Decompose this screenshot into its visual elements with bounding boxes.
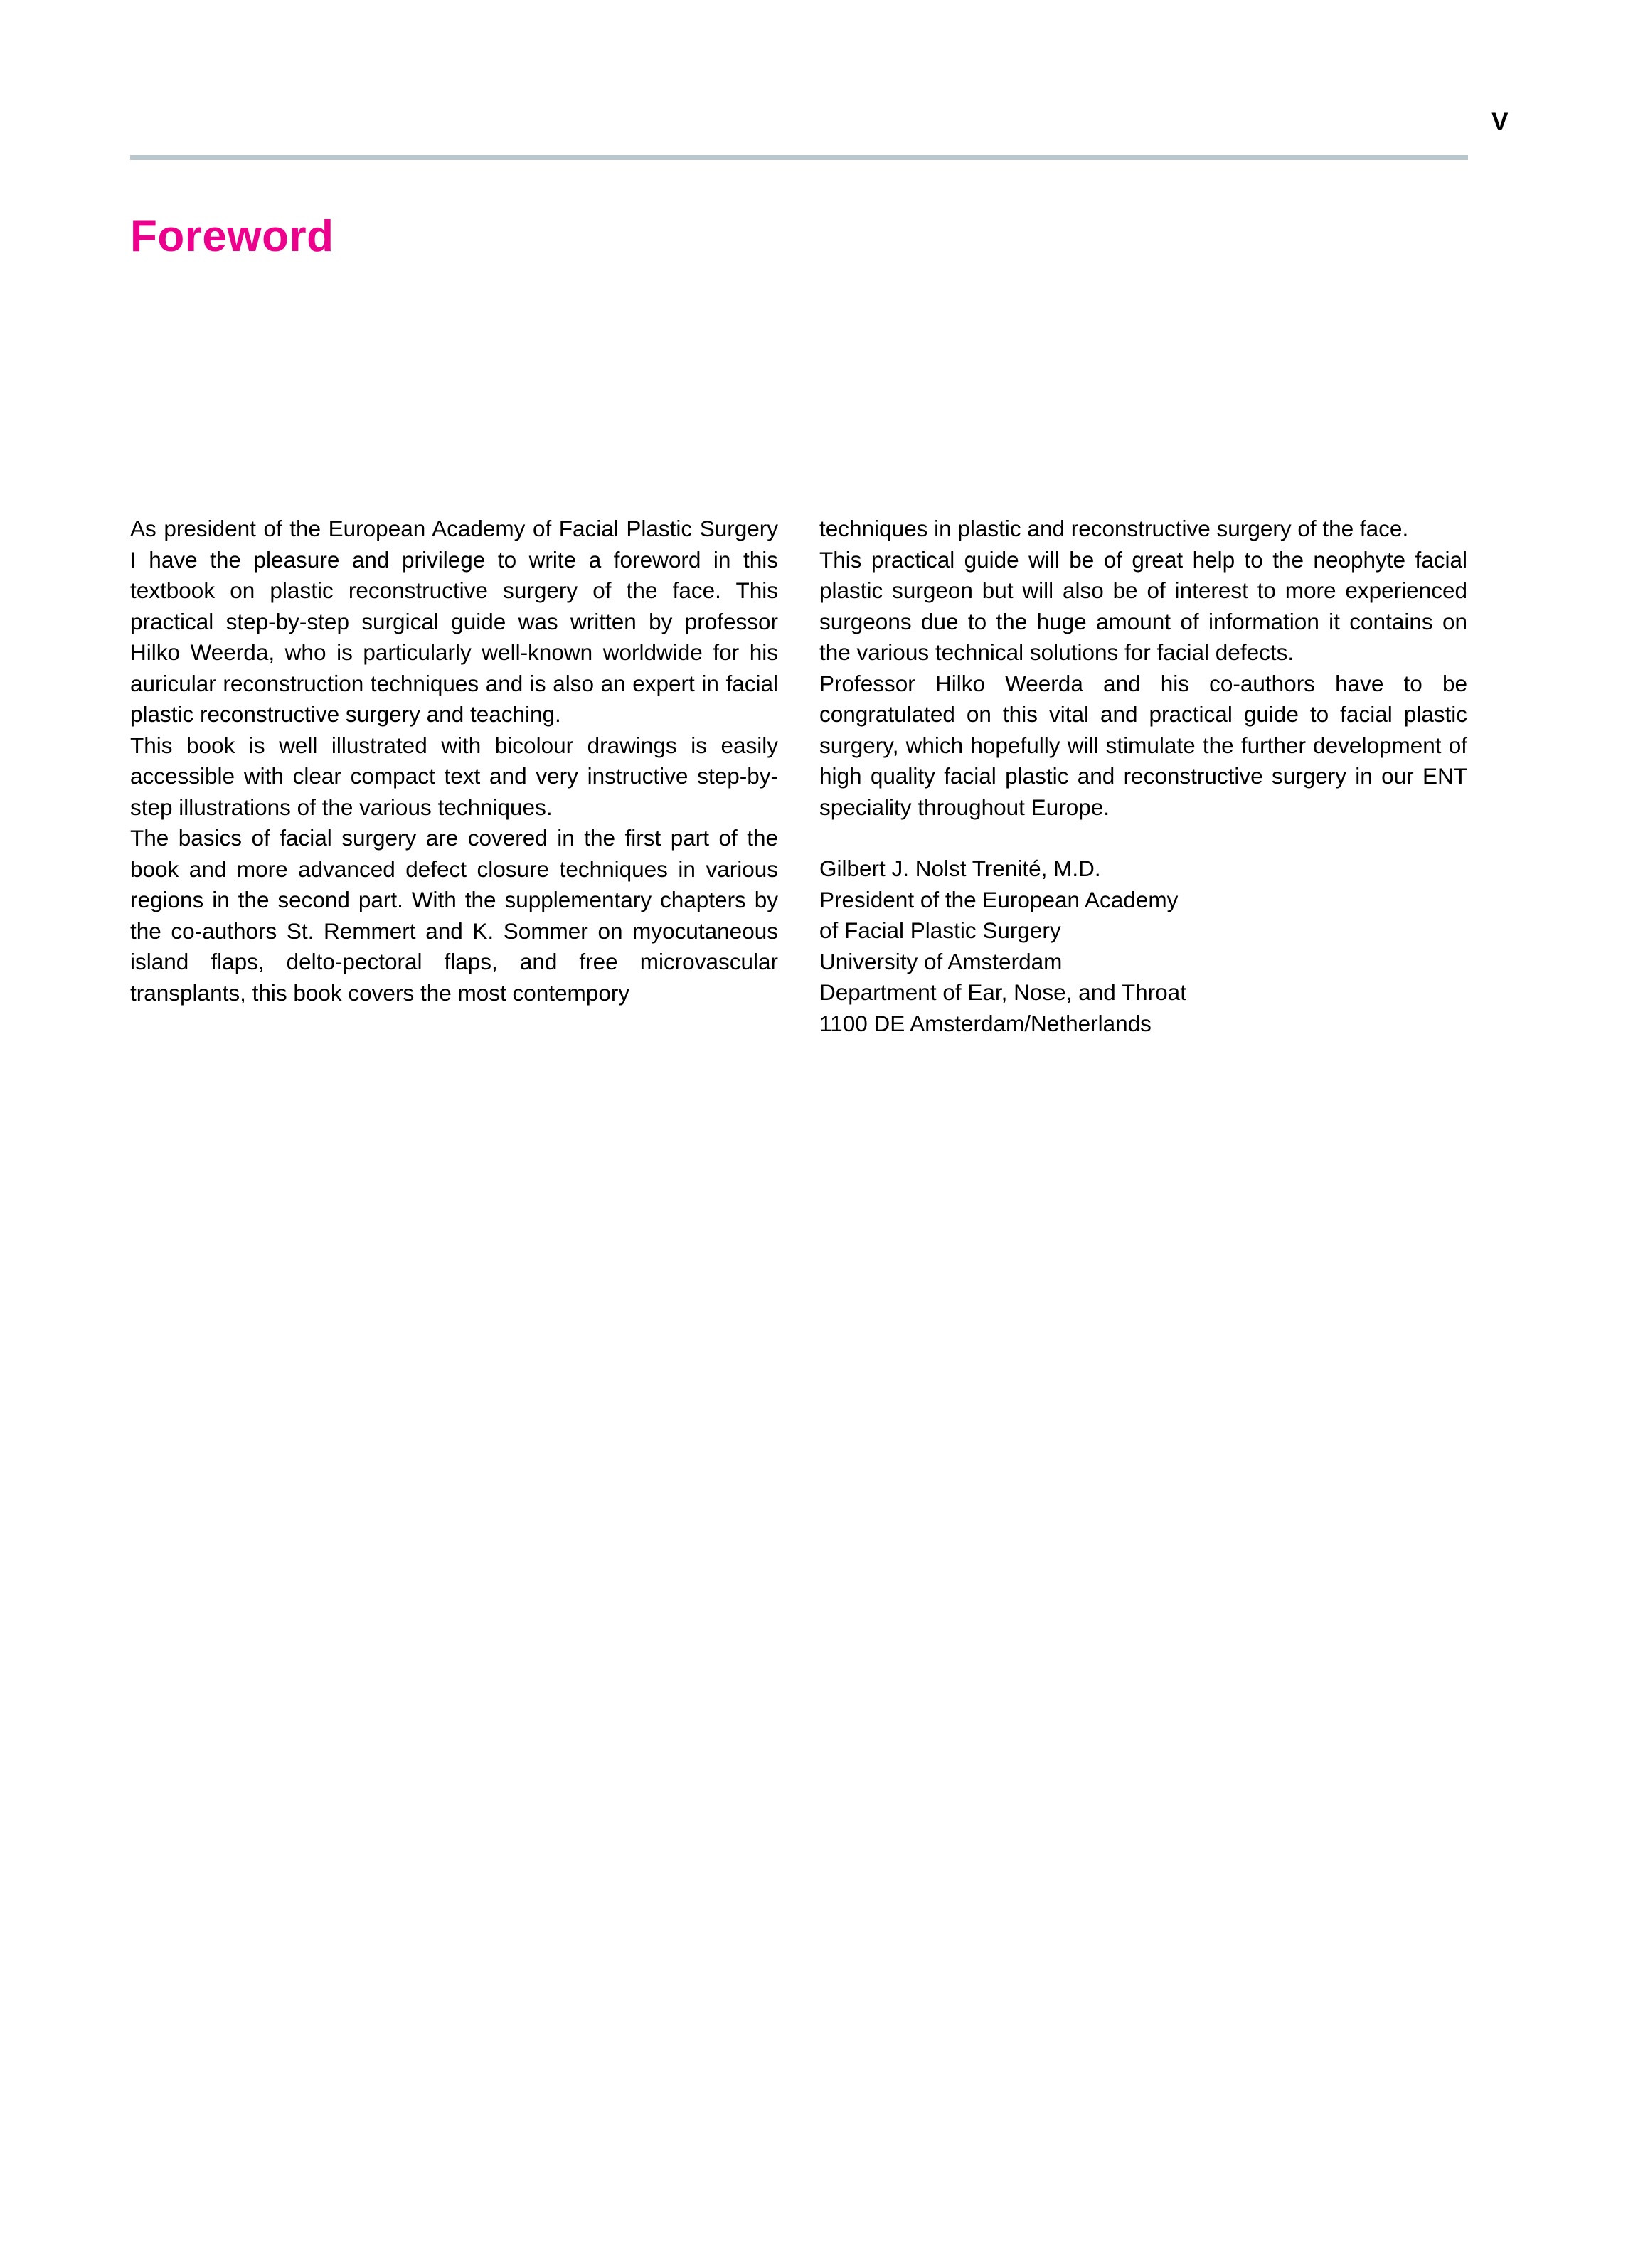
paragraph: techniques in plastic and reconstructive surgery of the face. (819, 516, 1409, 541)
header-rule (130, 155, 1468, 160)
paragraph: This practical guide will be of great help to the neophyte facial plastic surgeon but will also be of interest to more experienced surgeons due to the huge amount of information it contains on the various technical solutions for facial defects. (819, 546, 1467, 665)
signature-name: Gilbert J. Nolst Trenité, M.D. (819, 856, 1101, 881)
paragraph: The basics of facial surgery are covered in the first part of the book and more advanced defect closure techniques in various regions in the second part. With the supplementary chapters by the co-authors St. Remmert and K. Sommer on myocutaneous island flaps, delto-pectoral flaps, and free microvascular transplants, this book covers the most contempory (130, 825, 778, 1006)
paragraph: As president of the European Academy of Facial Plastic Surgery I have the pleasure and privilege to write a foreword in this textbook on plastic reconstructive surgery of the face. This practical step-by-step surgical guide was written by professor Hilko Weerda, who is particularly well-known worldwide for his auricular reconstruction techniques and is also an expert in facial plastic reconstructive surgery and teaching. (130, 516, 778, 727)
right-column (819, 513, 1467, 1039)
signature-university: University of Amsterdam (819, 948, 1063, 974)
signature-org: of Facial Plastic Surgery (819, 917, 1061, 943)
page-title: Foreword (130, 211, 334, 261)
signature-address: 1100 DE Amsterdam/Netherlands (819, 1010, 1152, 1036)
page-number: V (1491, 108, 1509, 136)
signature-department: Department of Ear, Nose, and Throat (819, 979, 1186, 1005)
signature-block (819, 853, 1467, 1039)
paragraph: This book is well illustrated with bicolour drawings is easily accessible with clear compact text and very instructive step-by-step illustrations of the various techniques. (130, 732, 778, 820)
body-columns (130, 513, 1468, 1039)
left-column (130, 513, 778, 1039)
paragraph: Professor Hilko Weerda and his co-authors have to be congratulated on this vital and practical guide to facial plastic surgery, which hopefully will stimulate the further development of high quality facial plastic and reconstructive surgery in our ENT speciality throughout Europe. (819, 670, 1467, 820)
signature-role: President of the European Academy (819, 886, 1179, 912)
